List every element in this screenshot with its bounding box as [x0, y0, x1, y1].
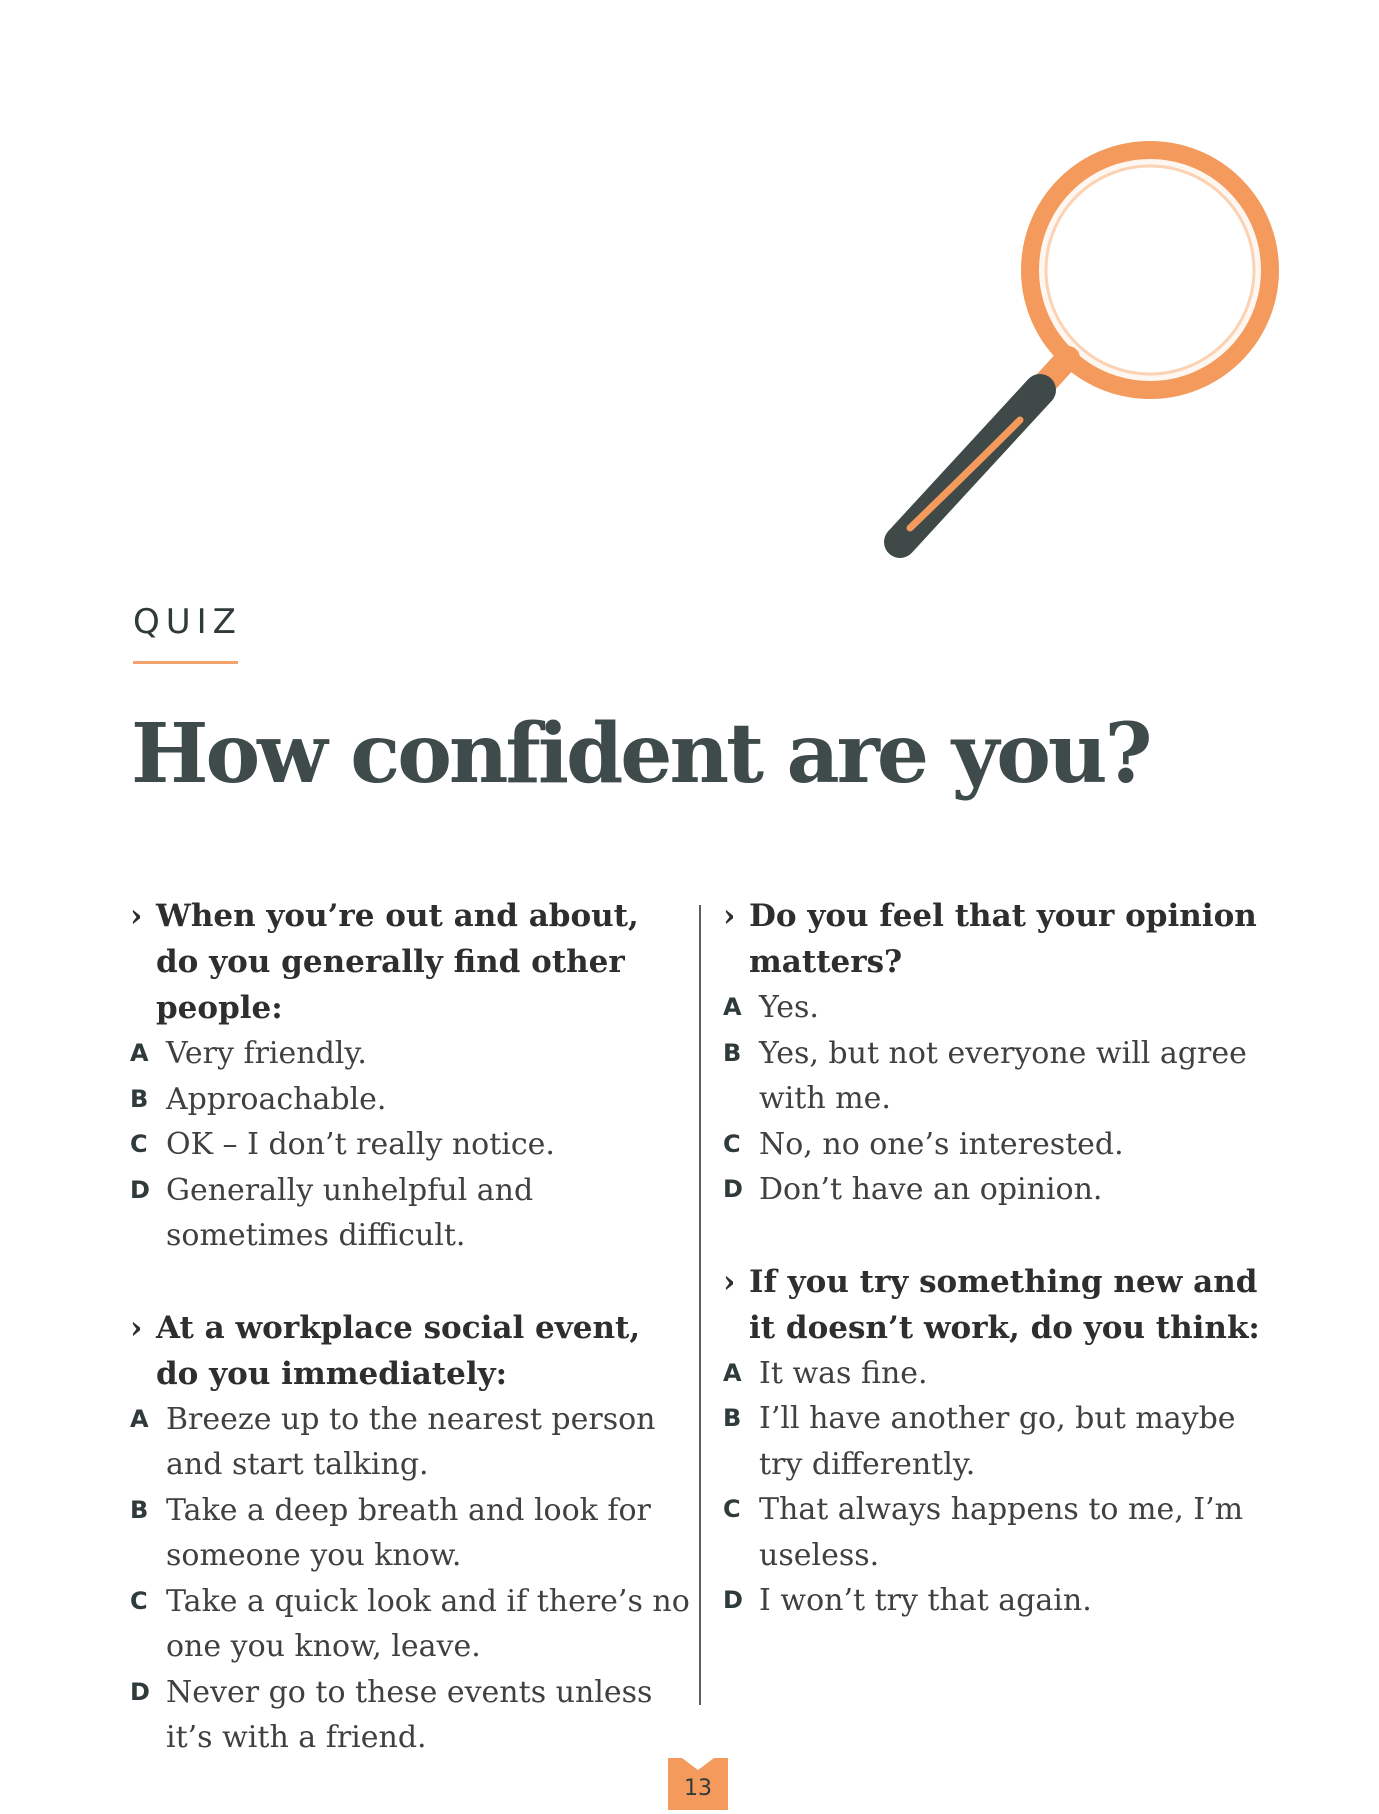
chevron-right-icon: › [130, 1309, 143, 1346]
answer-option [723, 1396, 1283, 1487]
question-text: › At a workplace social event, do you immediately: [130, 1305, 690, 1397]
option-letter: C [130, 1130, 148, 1158]
option-letter: B [130, 1495, 149, 1524]
answer-option [130, 1077, 690, 1123]
option-text: It was fine. [759, 1355, 928, 1391]
option-letter: B [723, 1038, 742, 1067]
option-letter: B [723, 1404, 742, 1432]
option-letter: D [723, 1586, 743, 1614]
option-letter: C [723, 1495, 741, 1523]
option-text: Take a deep breath and look for someone you know. [166, 1492, 651, 1573]
option-text: Yes, but not everyone will agree with me. [759, 1035, 1247, 1116]
kicker-underline [133, 661, 238, 664]
option-text: OK – I don’t really notice. [166, 1127, 555, 1162]
column-divider [699, 905, 701, 1705]
option-text: Approachable. [166, 1081, 387, 1117]
option-letter: A [723, 993, 742, 1021]
option-text: Very friendly. [166, 1036, 367, 1071]
answer-option [723, 1122, 1283, 1168]
option-letter: A [723, 1358, 742, 1387]
option-letter: D [723, 1175, 743, 1203]
question-block [723, 1259, 1283, 1624]
option-text: Never go to these events unless it’s with a friend. [166, 1674, 653, 1755]
chevron-right-icon: › [723, 898, 736, 934]
question-block [130, 893, 690, 1259]
magnifying-glass-icon [870, 130, 1290, 570]
answer-option [130, 1122, 690, 1168]
section-kicker: QUIZ [133, 602, 242, 642]
question-text: › Do you feel that your opinion matters? [723, 893, 1283, 985]
answer-option [723, 1167, 1283, 1213]
question-text: › If you try something new and it doesn’t work, do you think: [723, 1259, 1283, 1351]
option-text: Take a quick look and if there’s no one you know, leave. [166, 1583, 690, 1664]
answer-option [723, 1578, 1283, 1624]
question-block [723, 893, 1283, 1213]
answer-option [723, 1487, 1283, 1578]
answer-option [130, 1579, 690, 1670]
answer-option [723, 985, 1283, 1031]
answer-option [130, 1488, 690, 1579]
answer-option [130, 1031, 690, 1077]
answer-option [723, 1031, 1283, 1122]
option-text: Don’t have an opinion. [759, 1172, 1103, 1207]
question-text: › When you’re out and about, do you generally find other people: [130, 893, 690, 1031]
option-text: I’ll have another go, but maybe try differently. [759, 1401, 1236, 1482]
option-letter: A [130, 1039, 149, 1067]
option-text: That always happens to me, I’m useless. [759, 1492, 1244, 1573]
option-letter: D [130, 1175, 150, 1204]
option-letter: D [130, 1677, 150, 1706]
right-column [723, 893, 1283, 1670]
page-number-tab [668, 1758, 728, 1810]
answer-option [723, 1351, 1283, 1397]
answer-option [130, 1670, 690, 1761]
answer-option [130, 1168, 690, 1259]
page-number: 13 [684, 1776, 712, 1801]
option-letter: C [130, 1586, 148, 1615]
question-block [130, 1305, 690, 1761]
chevron-right-icon: › [723, 1263, 736, 1300]
option-text: Breeze up to the nearest person and start talking. [166, 1401, 656, 1482]
chevron-right-icon: › [130, 898, 143, 934]
option-letter: B [130, 1084, 149, 1113]
answer-option [130, 1397, 690, 1488]
left-column [130, 893, 690, 1807]
option-letter: C [723, 1129, 741, 1158]
option-text: Generally unhelpful and sometimes difficult. [166, 1172, 534, 1253]
option-text: Yes. [759, 990, 819, 1025]
page-title: How confident are you? [131, 706, 1150, 802]
option-letter: A [130, 1404, 149, 1433]
option-text: No, no one’s interested. [759, 1126, 1124, 1162]
option-text: I won’t try that again. [759, 1583, 1092, 1618]
